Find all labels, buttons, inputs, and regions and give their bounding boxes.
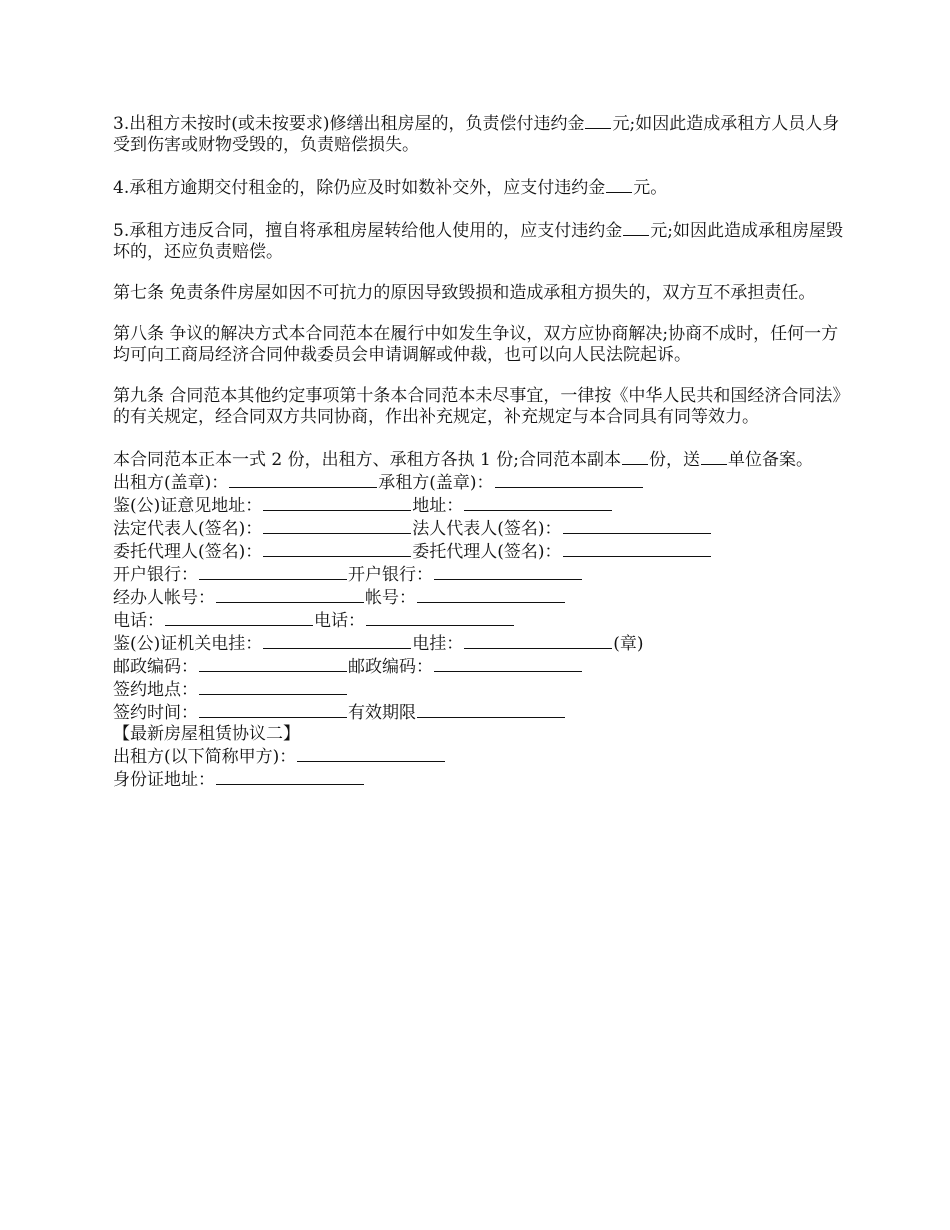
address-line — [113, 494, 843, 517]
clause-5 — [113, 219, 843, 263]
telegraph-blank — [464, 632, 612, 649]
copies-text: 本合同范本正本一式 2 份，出租方、承租方各执 1 份;合同范本副本 — [113, 450, 621, 470]
seal-suffix: (章) — [613, 634, 644, 654]
clause-5-text: 5.承租方违反合同，擅自将承租房屋转给他人使用的，应支付违约金 — [113, 221, 623, 241]
clause-3-text-end: 元;如因此造成承租方人员人身受到伤害或财物受毁的，负责赔偿损失。 — [113, 114, 840, 155]
blank-field — [585, 112, 611, 129]
clause-4-text-end: 元。 — [633, 178, 668, 198]
corp-rep-blank — [563, 517, 711, 534]
legal-rep-label: 法定代表人(签名)： — [113, 519, 263, 539]
bank2-blank — [434, 563, 582, 580]
account-line — [113, 586, 843, 609]
copies-text-mid: 份，送 — [648, 450, 700, 470]
sign-place-blank — [199, 678, 347, 695]
sign-time-label: 签约时间： — [113, 703, 198, 723]
blank-field — [623, 219, 649, 236]
account-blank — [417, 586, 565, 603]
postcode1-label: 邮政编码： — [113, 657, 198, 677]
notary-address-label: 鉴(公)证意见地址： — [113, 496, 263, 516]
agent1-blank — [263, 540, 411, 557]
agent2-label: 委托代理人(签名)： — [412, 542, 562, 562]
section2-id-address-line — [113, 768, 843, 791]
phone-line — [113, 609, 843, 632]
section2-lessor-line — [113, 745, 843, 768]
telegraph-line — [113, 632, 843, 655]
postcode2-blank — [434, 655, 582, 672]
sign-place-label: 签约地点： — [113, 680, 198, 700]
lessor-seal-label: 出租方(盖章)： — [113, 473, 229, 493]
sign-time-line — [113, 701, 843, 724]
account-label: 帐号： — [365, 588, 416, 608]
clause-4 — [113, 176, 843, 199]
agent1-label: 委托代理人(签名)： — [113, 542, 263, 562]
sign-time-blank — [199, 701, 347, 718]
bank2-label: 开户银行： — [348, 565, 433, 585]
postcode-line — [113, 655, 843, 678]
phone2-blank — [366, 609, 514, 626]
postcode2-label: 邮政编码： — [348, 657, 433, 677]
corp-rep-label: 法人代表人(签名)： — [412, 519, 562, 539]
validity-label: 有效期限 — [348, 703, 416, 723]
blank-field — [701, 448, 727, 465]
notary-address-blank — [263, 494, 411, 511]
document-page — [113, 112, 843, 791]
phone2-label: 电话： — [314, 611, 365, 631]
phone1-blank — [165, 609, 313, 626]
telegraph-label: 电挂： — [412, 634, 464, 654]
section2-lessor-label: 出租方(以下简称甲方)： — [113, 747, 297, 767]
address-label: 地址： — [412, 496, 464, 516]
postcode1-blank — [199, 655, 347, 672]
clause-3-text: 3.出租方未按时(或未按要求)修缮出租房屋的，负责偿付违约金 — [113, 114, 585, 134]
notary-phone-label: 鉴(公)证机关电挂： — [113, 634, 263, 654]
section2-heading: 【最新房屋租赁协议二】 — [113, 724, 300, 744]
account-handler-label: 经办人帐号： — [113, 588, 215, 608]
lessor-seal-blank — [229, 471, 377, 488]
bank-line — [113, 563, 843, 586]
sign-place-line — [113, 678, 843, 701]
lessee-seal-blank — [495, 471, 643, 488]
section2-id-address-label: 身份证地址： — [113, 770, 215, 790]
phone1-label: 电话： — [113, 611, 164, 631]
section2-id-address-blank — [216, 768, 364, 785]
article-7: 第七条 免责条件房屋如因不可抗力的原因导致毁损和造成承租方损失的，双方互不承担责任。 — [113, 283, 816, 303]
clause-4-text: 4.承租方逾期交付租金的，除仍应及时如数补交外，应支付违约金 — [113, 178, 606, 198]
validity-blank — [417, 701, 565, 718]
address-blank — [464, 494, 612, 511]
account-handler-blank — [216, 586, 364, 603]
clause-3 — [113, 112, 843, 156]
article-9: 第九条 合同范本其他约定事项第十条本合同范本未尽事宜，一律按《中华人民共和国经济合同法》的有关规定，经合同双方共同协商，作出补充规定，补充规定与本合同具有同等效力。 — [113, 386, 841, 427]
seal-line — [113, 471, 843, 494]
clause-5-text-end: 元;如因此造成承租房屋毁坏的，还应负责赔偿。 — [113, 221, 843, 262]
agent-line — [113, 540, 843, 563]
copies-text-end: 单位备案。 — [727, 450, 813, 470]
article-8: 第八条 争议的解决方式本合同范本在履行中如发生争议，双方应协商解决;协商不成时，任何一方均可向工商局经济合同仲裁委员会申请调解或仲裁，也可以向人民法院起诉。 — [113, 324, 839, 365]
agent2-blank — [563, 540, 711, 557]
lessee-seal-label: 承租方(盖章)： — [378, 473, 494, 493]
notary-phone-blank — [263, 632, 411, 649]
bank1-blank — [199, 563, 347, 580]
representative-line — [113, 517, 843, 540]
section2-lessor-blank — [297, 745, 445, 762]
blank-field — [606, 176, 632, 193]
bank1-label: 开户银行： — [113, 565, 198, 585]
blank-field — [622, 448, 648, 465]
copies-clause — [113, 448, 843, 471]
legal-rep-blank — [263, 517, 411, 534]
